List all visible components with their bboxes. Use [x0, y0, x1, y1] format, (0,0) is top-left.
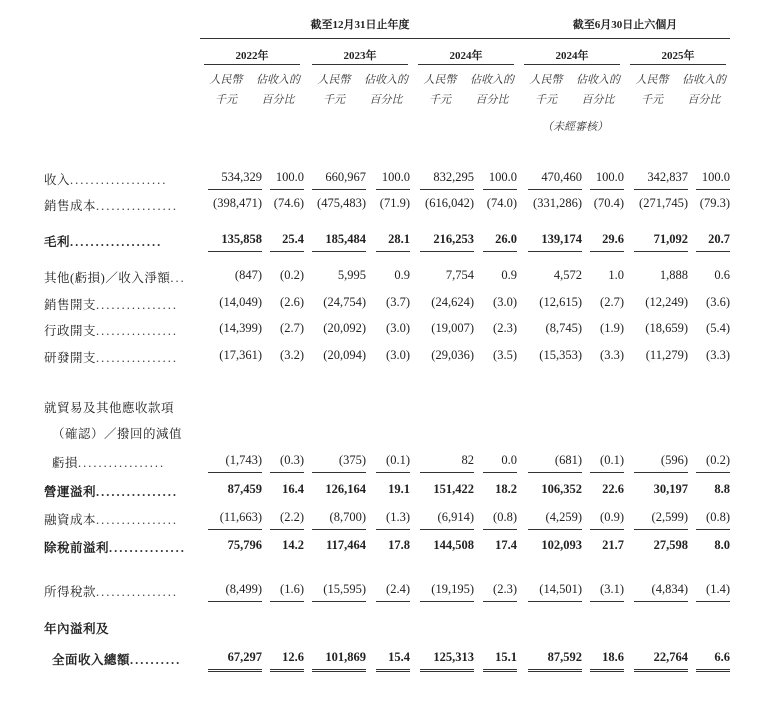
row-label-text: 其他(虧損)／收入淨額: [44, 271, 171, 285]
cell-value: 185,484: [325, 232, 366, 246]
total-double-rule: [528, 669, 582, 672]
cell-value: 101,869: [325, 650, 366, 664]
cell-value: (79.3): [699, 196, 730, 210]
row-label-text: 研發開支: [44, 351, 97, 365]
cell-value: (3.5): [493, 348, 517, 362]
row-label: [44, 348, 178, 366]
subtotal-rule: [270, 251, 304, 252]
cell-value: (3.3): [600, 348, 624, 362]
subtotal-rule: [208, 472, 262, 473]
cell-value: (3.7): [386, 295, 410, 309]
cell-value: 100.0: [488, 170, 517, 184]
row-leader-dots: .................: [78, 456, 166, 470]
subtotal-rule: [528, 251, 582, 252]
subtotal-rule: [208, 251, 262, 252]
unit-amount-label: 千元: [323, 94, 345, 106]
cell-value: (74.6): [273, 196, 304, 210]
cell-value: (2.7): [280, 321, 304, 335]
cell-value: (5.4): [706, 321, 730, 335]
subtotal-rule: [376, 472, 410, 473]
cell-value: (3.0): [386, 321, 410, 335]
row-label-text: （確認）／撥回的減值: [52, 427, 183, 441]
cell-value: (0.9): [600, 510, 624, 524]
row-label-text: 銷售成本: [44, 199, 97, 213]
unit-amount-label: 千元: [535, 94, 557, 106]
row-leader-dots: ..................: [70, 235, 163, 249]
cell-value: 25.4: [282, 232, 304, 246]
subtotal-rule: [270, 189, 304, 190]
cell-value: 102,093: [541, 538, 582, 552]
cell-value: 8.0: [714, 538, 730, 552]
subtotal-rule: [420, 472, 474, 473]
year-header: 2022年: [235, 50, 269, 62]
cell-value: (3.0): [493, 295, 517, 309]
cell-value: (20,092): [323, 321, 366, 335]
cell-value: (71.9): [379, 196, 410, 210]
subtotal-rule: [528, 529, 582, 530]
subtotal-rule: [696, 189, 730, 190]
year-header-rule: [630, 64, 726, 65]
row-label-text: 營運溢利: [44, 485, 97, 499]
cell-value: 16.4: [282, 482, 304, 496]
row-label: [44, 398, 174, 416]
subtotal-rule: [312, 251, 366, 252]
cell-value: (271,745): [639, 196, 688, 210]
cell-value: (331,286): [533, 196, 582, 210]
cell-value: (12,615): [539, 295, 582, 309]
unit-amount-label: 千元: [215, 94, 237, 106]
cell-value: 117,464: [326, 538, 366, 552]
year-header: 2025年: [661, 50, 695, 62]
unit-amount-label: 人民幣: [635, 74, 669, 86]
row-label-text: 全面收入總額: [52, 653, 131, 667]
cell-value: (19,195): [431, 582, 474, 596]
year-header: 2024年: [555, 50, 589, 62]
cell-value: 100.0: [595, 170, 624, 184]
subtotal-rule: [696, 472, 730, 473]
header-group-annual: 截至12月31日止年度: [310, 19, 410, 31]
cell-value: (0.1): [386, 453, 410, 467]
cell-value: (11,279): [645, 348, 688, 362]
cell-value: 15.1: [495, 650, 517, 664]
cell-value: (475,483): [317, 196, 366, 210]
cell-value: 22.6: [602, 482, 624, 496]
cell-value: 126,164: [325, 482, 366, 496]
row-label-text: 所得稅款: [44, 585, 97, 599]
cell-value: 7,754: [445, 268, 474, 282]
row-label-text: 除稅前溢利: [44, 541, 110, 555]
subtotal-rule: [312, 529, 366, 530]
cell-value: 67,297: [227, 650, 262, 664]
cell-value: 28.1: [388, 232, 410, 246]
cell-value: 87,459: [227, 482, 262, 496]
cell-value: (1.4): [706, 582, 730, 596]
cell-value: (11,663): [219, 510, 262, 524]
cell-value: 21.7: [602, 538, 624, 552]
cell-value: 5,995: [337, 268, 366, 282]
cell-value: 29.6: [602, 232, 624, 246]
subtotal-rule: [634, 472, 688, 473]
row-leader-dots: ................: [96, 324, 179, 338]
row-leader-dots: ...: [170, 271, 186, 285]
subtotal-rule: [420, 251, 474, 252]
cell-value: (4,834): [651, 582, 688, 596]
subtotal-rule: [483, 251, 517, 252]
cell-value: (20,094): [323, 348, 366, 362]
cell-value: (14,501): [539, 582, 582, 596]
unit-percent-label: 佔收入的: [682, 74, 726, 86]
total-double-rule: [208, 669, 262, 672]
cell-value: (74.0): [486, 196, 517, 210]
cell-value: (24,754): [323, 295, 366, 309]
unit-percent-label: 佔收入的: [576, 74, 620, 86]
subtotal-rule: [696, 601, 730, 602]
unit-percent-label: 佔收入的: [364, 74, 408, 86]
cell-value: 125,313: [433, 650, 474, 664]
subtotal-rule: [590, 529, 624, 530]
row-label-text: 銷售開支: [44, 298, 97, 312]
subtotal-rule: [590, 472, 624, 473]
cell-value: 12.6: [282, 650, 304, 664]
cell-value: 1.0: [608, 268, 624, 282]
subtotal-rule: [590, 601, 624, 602]
row-label-text: 行政開支: [44, 324, 97, 338]
unit-amount-label: 人民幣: [209, 74, 243, 86]
cell-value: 8.8: [714, 482, 730, 496]
unit-percent-label: 百分比: [261, 94, 295, 106]
cell-value: (0.2): [280, 268, 304, 282]
subtotal-rule: [634, 251, 688, 252]
cell-value: (3.6): [706, 295, 730, 309]
subtotal-rule: [208, 601, 262, 602]
year-header-rule: [418, 64, 514, 65]
total-double-rule: [483, 669, 517, 672]
cell-value: (8,499): [225, 582, 262, 596]
cell-value: (14,049): [219, 295, 262, 309]
subtotal-rule: [528, 601, 582, 602]
cell-value: (0.8): [493, 510, 517, 524]
subtotal-rule: [483, 601, 517, 602]
total-double-rule: [420, 669, 474, 672]
cell-value: (1,743): [225, 453, 262, 467]
total-double-rule: [590, 669, 624, 672]
subtotal-rule: [420, 529, 474, 530]
cell-value: (3.1): [600, 582, 624, 596]
row-label: [44, 232, 162, 250]
subtotal-rule: [270, 601, 304, 602]
total-double-rule: [312, 669, 366, 672]
cell-value: 0.9: [394, 268, 410, 282]
subtotal-rule: [590, 189, 624, 190]
total-double-rule: [696, 669, 730, 672]
cell-value: 0.0: [501, 453, 517, 467]
row-label: [44, 619, 109, 637]
cell-value: (375): [338, 453, 366, 467]
row-label: [44, 321, 178, 339]
subtotal-rule: [312, 472, 366, 473]
cell-value: 342,837: [647, 170, 688, 184]
cell-value: (2.7): [600, 295, 624, 309]
cell-value: (0.2): [706, 453, 730, 467]
cell-value: (1.6): [280, 582, 304, 596]
cell-value: (3.2): [280, 348, 304, 362]
cell-value: (12,249): [645, 295, 688, 309]
cell-value: (15,353): [539, 348, 582, 362]
cell-value: 82: [461, 453, 474, 467]
cell-value: 75,796: [227, 538, 262, 552]
year-header-rule: [524, 64, 620, 65]
cell-value: (0.1): [600, 453, 624, 467]
row-label: [44, 196, 178, 214]
unit-percent-label: 佔收入的: [256, 74, 300, 86]
unit-percent-label: 百分比: [475, 94, 509, 106]
subtotal-rule: [208, 529, 262, 530]
unit-percent-label: 百分比: [581, 94, 615, 106]
year-header: 2023年: [343, 50, 377, 62]
cell-value: (596): [660, 453, 688, 467]
cell-value: (4,259): [545, 510, 582, 524]
subtotal-rule: [376, 529, 410, 530]
cell-value: 17.4: [495, 538, 517, 552]
cell-value: 30,197: [653, 482, 688, 496]
row-leader-dots: ................: [96, 199, 179, 213]
cell-value: (1.9): [600, 321, 624, 335]
year-header: 2024年: [449, 50, 483, 62]
cell-value: (1.3): [386, 510, 410, 524]
row-label: [44, 510, 178, 528]
cell-value: (2.2): [280, 510, 304, 524]
cell-value: (2.6): [280, 295, 304, 309]
subtotal-rule: [528, 189, 582, 190]
subtotal-rule: [312, 601, 366, 602]
cell-value: 100.0: [275, 170, 304, 184]
row-label-text: 年內溢利及: [44, 622, 110, 636]
cell-value: (8,745): [545, 321, 582, 335]
cell-value: (17,361): [219, 348, 262, 362]
row-label-text: 毛利: [44, 235, 71, 249]
subtotal-rule: [376, 251, 410, 252]
subtotal-rule: [483, 472, 517, 473]
cell-value: (15,595): [323, 582, 366, 596]
cell-value: 87,592: [547, 650, 582, 664]
cell-value: (2,599): [651, 510, 688, 524]
row-label: [44, 482, 178, 500]
cell-value: 1,888: [659, 268, 688, 282]
subtotal-rule: [270, 472, 304, 473]
subtotal-rule: [696, 251, 730, 252]
cell-value: (19,007): [431, 321, 474, 335]
cell-value: 100.0: [381, 170, 410, 184]
cell-value: 14.2: [282, 538, 304, 552]
cell-value: (681): [554, 453, 582, 467]
subtotal-rule: [634, 189, 688, 190]
year-header-rule: [204, 64, 300, 65]
cell-value: 6.6: [714, 650, 730, 664]
cell-value: (0.8): [706, 510, 730, 524]
subtotal-rule: [696, 529, 730, 530]
row-leader-dots: ................: [96, 585, 179, 599]
subtotal-rule: [270, 529, 304, 530]
subtotal-rule: [312, 189, 366, 190]
cell-value: 144,508: [433, 538, 474, 552]
cell-value: (616,042): [425, 196, 474, 210]
cell-value: (8,700): [329, 510, 366, 524]
cell-value: 15.4: [388, 650, 410, 664]
cell-value: 139,174: [541, 232, 582, 246]
unit-amount-label: 人民幣: [529, 74, 563, 86]
cell-value: 832,295: [433, 170, 474, 184]
cell-value: (2.3): [493, 321, 517, 335]
row-label: [52, 650, 181, 668]
unit-amount-label: 人民幣: [423, 74, 457, 86]
cell-value: 100.0: [701, 170, 730, 184]
subtotal-rule: [420, 189, 474, 190]
row-label: [44, 170, 167, 188]
row-leader-dots: ................: [96, 485, 179, 499]
unit-amount-label: 人民幣: [317, 74, 351, 86]
row-label: [44, 582, 178, 600]
cell-value: 106,352: [541, 482, 582, 496]
unit-percent-label: 百分比: [369, 94, 403, 106]
cell-value: 135,858: [221, 232, 262, 246]
subtotal-rule: [420, 601, 474, 602]
subtotal-rule: [208, 189, 262, 190]
cell-value: (2.4): [386, 582, 410, 596]
row-leader-dots: ................: [96, 351, 179, 365]
cell-value: 17.8: [388, 538, 410, 552]
row-label: [44, 538, 186, 556]
subtotal-rule: [528, 472, 582, 473]
subtotal-rule: [376, 601, 410, 602]
cell-value: 26.0: [495, 232, 517, 246]
year-header-rule: [312, 64, 408, 65]
row-leader-dots: ..........: [130, 653, 182, 667]
cell-value: 18.6: [602, 650, 624, 664]
header-group-annual-rule: [200, 38, 520, 39]
cell-value: 4,572: [553, 268, 582, 282]
subtotal-rule: [483, 189, 517, 190]
cell-value: 470,460: [541, 170, 582, 184]
row-leader-dots: ................: [96, 298, 179, 312]
header-group-interim: 截至6月30日止六個月: [572, 19, 678, 31]
cell-value: 0.9: [501, 268, 517, 282]
row-leader-dots: ...................: [70, 173, 168, 187]
cell-value: (3.0): [386, 348, 410, 362]
cell-value: 660,967: [325, 170, 366, 184]
row-label-text: 融資成本: [44, 513, 97, 527]
row-leader-dots: ................: [96, 513, 179, 527]
subtotal-rule: [376, 189, 410, 190]
subtotal-rule: [590, 251, 624, 252]
cell-value: (847): [234, 268, 262, 282]
row-label-text: 虧損: [52, 456, 79, 470]
unit-percent-label: 百分比: [687, 94, 721, 106]
cell-value: (2.3): [493, 582, 517, 596]
cell-value: 22,764: [653, 650, 688, 664]
unit-amount-label: 千元: [429, 94, 451, 106]
cell-value: 534,329: [221, 170, 262, 184]
cell-value: (0.3): [280, 453, 304, 467]
subtotal-rule: [634, 601, 688, 602]
row-label: [44, 268, 186, 286]
cell-value: (3.3): [706, 348, 730, 362]
cell-value: (14,399): [219, 321, 262, 335]
cell-value: (18,659): [645, 321, 688, 335]
cell-value: (70.4): [593, 196, 624, 210]
total-double-rule: [376, 669, 410, 672]
row-label: [52, 424, 182, 442]
subtotal-rule: [483, 529, 517, 530]
cell-value: 20.7: [708, 232, 730, 246]
header-group-interim-rule: [520, 38, 730, 39]
unit-amount-label: 千元: [641, 94, 663, 106]
row-label: [44, 295, 178, 313]
cell-value: (29,036): [431, 348, 474, 362]
cell-value: (398,471): [213, 196, 262, 210]
row-leader-dots: ...............: [109, 541, 186, 555]
row-label-text: 就貿易及其他應收款項: [44, 401, 175, 415]
cell-value: 18.2: [495, 482, 517, 496]
cell-value: 27,598: [653, 538, 688, 552]
row-label: [52, 453, 165, 471]
cell-value: 71,092: [653, 232, 688, 246]
cell-value: 19.1: [388, 482, 410, 496]
total-double-rule: [634, 669, 688, 672]
unit-percent-label: 佔收入的: [470, 74, 514, 86]
cell-value: 216,253: [433, 232, 474, 246]
cell-value: (6,914): [437, 510, 474, 524]
total-double-rule: [270, 669, 304, 672]
unaudited-note: （未經審核）: [542, 121, 608, 133]
subtotal-rule: [634, 529, 688, 530]
cell-value: 151,422: [433, 482, 474, 496]
cell-value: (24,624): [431, 295, 474, 309]
cell-value: 0.6: [714, 268, 730, 282]
row-label-text: 收入: [44, 173, 71, 187]
